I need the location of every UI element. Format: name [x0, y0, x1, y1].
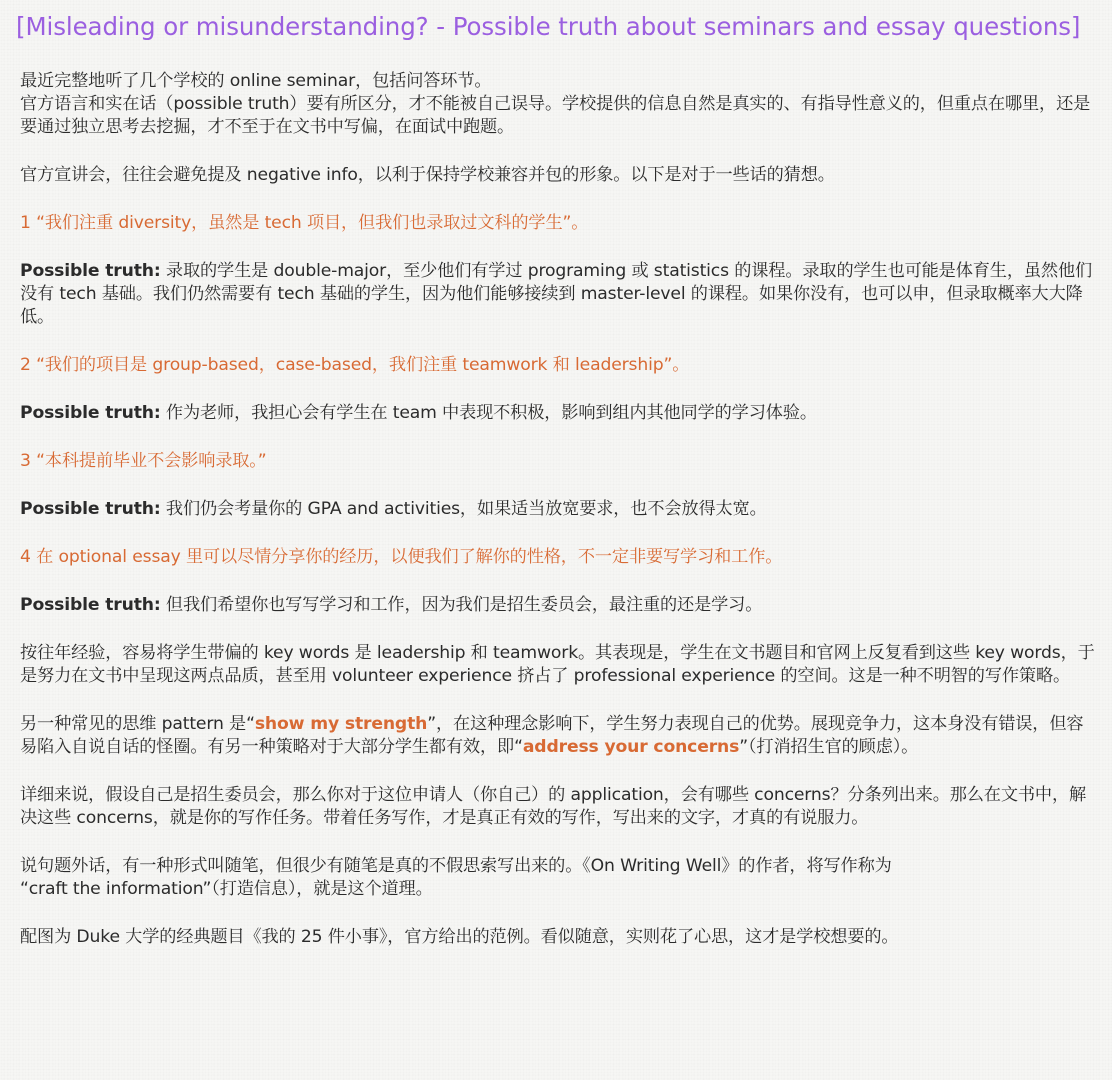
- detail-paragraph: 详细来说，假设自己是招生委员会，那么你对于这位申请人（你自己）的 application，会有哪些 concerns？分条列出来。那么在文书中，解决这些 concerns，就是你的写作任务。带着任务写作，才是真正有效的写作，写出来的文字，才真的有说服力。: [20, 785, 1087, 828]
- truth-text: 录取的学生是 double-major，至少他们有学过 programing 或 statistics 的课程。录取的学生也可能是体育生，虽然他们没有 tech 基础。我们仍然需要有 tech 基础的学生，因为他们能够接续到 master-level 的课程。如果你没有，也可以申，但录取概率大大降低。: [20, 261, 1093, 327]
- highlight-address-your-concerns: address your concerns: [522, 737, 740, 757]
- pattern-text-2: ”，在这种理念影响下，学生努力表现自己的优势。展现竞争力，这本身没有错误，但容易陷入自说自话的怪圈。有另一种策略对于大部分学生都有效，即“: [20, 714, 1084, 757]
- quote-item-4: 4 在 optional essay 里可以尽情分享你的经历，以便我们了解你的性格，不一定非要写学习和工作。: [20, 547, 783, 567]
- pattern-text-1: 另一种常见的思维 pattern 是“: [20, 714, 255, 734]
- intro-paragraph-2: 官方宣讲会，往往会避免提及 negative info，以利于保持学校兼容并包的形象。以下是对于一些话的猜想。: [20, 165, 835, 185]
- intro-line-1: 最近完整地听了几个学校的 online seminar，包括问答环节。: [20, 71, 492, 91]
- quote-item-3: 3 “本科提前毕业不会影响录取。”: [20, 451, 267, 471]
- truth-label: Possible truth:: [20, 403, 161, 423]
- truth-item-3: [20, 498, 1098, 521]
- quote-item-2: 2 “我们的项目是 group-based，case-based，我们注重 teamwork 和 leadership”。: [20, 355, 690, 375]
- truth-label: Possible truth:: [20, 499, 161, 519]
- truth-text: 但我们希望你也写写学习和工作，因为我们是招生委员会，最注重的还是学习。: [160, 595, 763, 615]
- intro-line-2: 官方语言和实在话（possible truth）要有所区分，才不能被自己误导。学校提供的信息自然是真实的、有指导性意义的，但重点在哪里，还是要通过独立思考去挖掘，才不至于在文书中写偏，在面试中跑题。: [20, 94, 1091, 137]
- keywords-paragraph: 按往年经验，容易将学生带偏的 key words 是 leadership 和 teamwork。其表现是，学生在文书题目和官网上反复看到这些 key words，于是努力在文书中呈现这两点品质，甚至用 volunteer experience 挤占了 professional experience 的空间。这是一种不明智的写作策略。: [20, 643, 1095, 686]
- truth-label: Possible truth:: [20, 261, 161, 281]
- truth-item-4: [20, 594, 1098, 617]
- pattern-paragraph: [20, 713, 1098, 759]
- quote-item-1: 1 “我们注重 diversity，虽然是 tech 项目，但我们也录取过文科的学生”。: [20, 213, 589, 233]
- truth-label: Possible truth:: [20, 595, 161, 615]
- pattern-text-3: ”（打消招生官的顾虑）。: [739, 737, 919, 757]
- truth-item-2: [20, 402, 1098, 425]
- caption-paragraph: 配图为 Duke 大学的经典题目《我的 25 件小事》，官方给出的范例。看似随意，实则花了心思，这才是学校想要的。: [20, 927, 899, 947]
- aside-line-2: “craft the information”（打造信息），就是这个道理。: [20, 879, 433, 899]
- highlight-show-my-strength: show my strength: [254, 714, 428, 734]
- aside-line-1: 说句题外话，有一种形式叫随笔，但很少有随笔是真的不假思索写出来的。《On Writing Well》的作者，将写作称为: [20, 856, 892, 876]
- truth-text: 作为老师，我担心会有学生在 team 中表现不积极，影响到组内其他同学的学习体验。: [160, 403, 817, 423]
- truth-text: 我们仍会考量你的 GPA and activities，如果适当放宽要求，也不会放得太宽。: [160, 499, 767, 519]
- page-title: [Misleading or misunderstanding? - Possible truth about seminars and essay questions]: [16, 12, 1081, 41]
- truth-item-1: [20, 260, 1098, 329]
